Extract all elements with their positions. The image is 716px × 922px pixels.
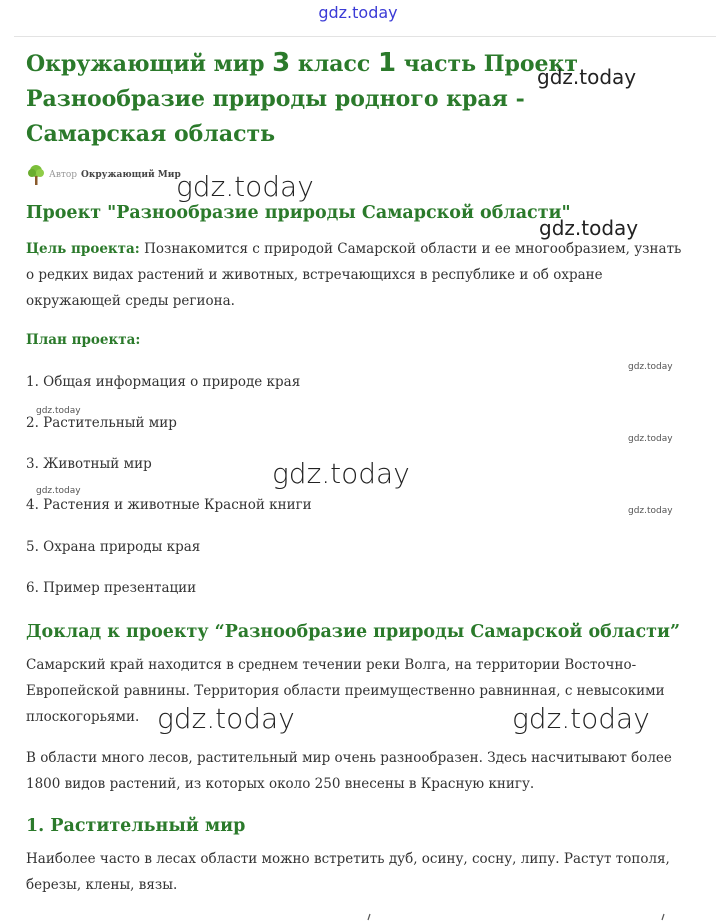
- plan-item: 5. Охрана природы края: [26, 539, 201, 555]
- goal-label: Цель проекта:: [26, 241, 140, 257]
- watermark: gdz.today: [628, 434, 673, 444]
- watermark: gdz.today: [176, 170, 314, 203]
- watermark: gdz.today: [537, 65, 637, 89]
- plan-item: 2. Растительный мир: [26, 415, 177, 431]
- author-byline: [26, 164, 181, 186]
- watermark: gdz.today: [539, 216, 639, 240]
- section-heading-plants: 1. Растительный мир: [26, 816, 246, 836]
- plan-item: 3. Животный мир: [26, 456, 152, 472]
- plan-item: 1. Общая информация о природе края: [26, 374, 301, 390]
- plan-item: 4. Растения и животные Красной книги: [26, 497, 312, 513]
- watermark: gdz.today: [36, 486, 81, 496]
- project-goal: [26, 236, 692, 314]
- project-heading: Проект "Разнообразие природы Самарской области": [26, 203, 571, 223]
- watermark: gdz.today: [628, 362, 673, 372]
- watermark: gdz.today: [157, 702, 295, 735]
- watermark: gdz.today: [512, 702, 650, 735]
- author-name[interactable]: Окружающий Мир: [81, 170, 181, 180]
- plan-label: План проекта:: [26, 332, 141, 348]
- page-title: Окружающий мир 3 класс 1 часть Проект Разнообразие природы родного края - Самарская область: [26, 48, 579, 147]
- tree-icon: [26, 164, 46, 186]
- report-paragraph: В области много лесов, растительный мир очень разнообразен. Здесь насчитывают более 1800 видов растений, из которых около 250 внесены в Красную книгу.: [26, 750, 672, 792]
- header-divider: [14, 36, 716, 37]
- goal-text: Познакомится с природой Самарской области и ее многообразием, узнать о редких видах растений и животных, встречающихся в республике и об охране окружающей среды региона.: [26, 241, 682, 309]
- plants-paragraph: Наиболее часто в лесах области можно встретить дуб, осину, сосну, липу. Растут тополя, березы, клены, вязы.: [26, 851, 670, 893]
- watermark: gdz.today: [36, 406, 81, 416]
- watermark: gdz.today: [272, 457, 410, 490]
- report-paragraph: Самарский край находится в среднем течении реки Волга, на территории Восточно-Европейской равнины. Территория области преимущественно равнинная, с невысокими плоскогорьями.: [26, 657, 665, 725]
- author-label: Автор: [49, 170, 78, 180]
- next-line-fragment: [0, 912, 716, 922]
- plan-item: 6. Пример презентации: [26, 580, 197, 596]
- site-logo[interactable]: gdz.today: [318, 3, 398, 22]
- watermark: gdz.today: [628, 506, 673, 516]
- report-heading: Доклад к проекту “Разнообразие природы Самарской области”: [26, 622, 681, 642]
